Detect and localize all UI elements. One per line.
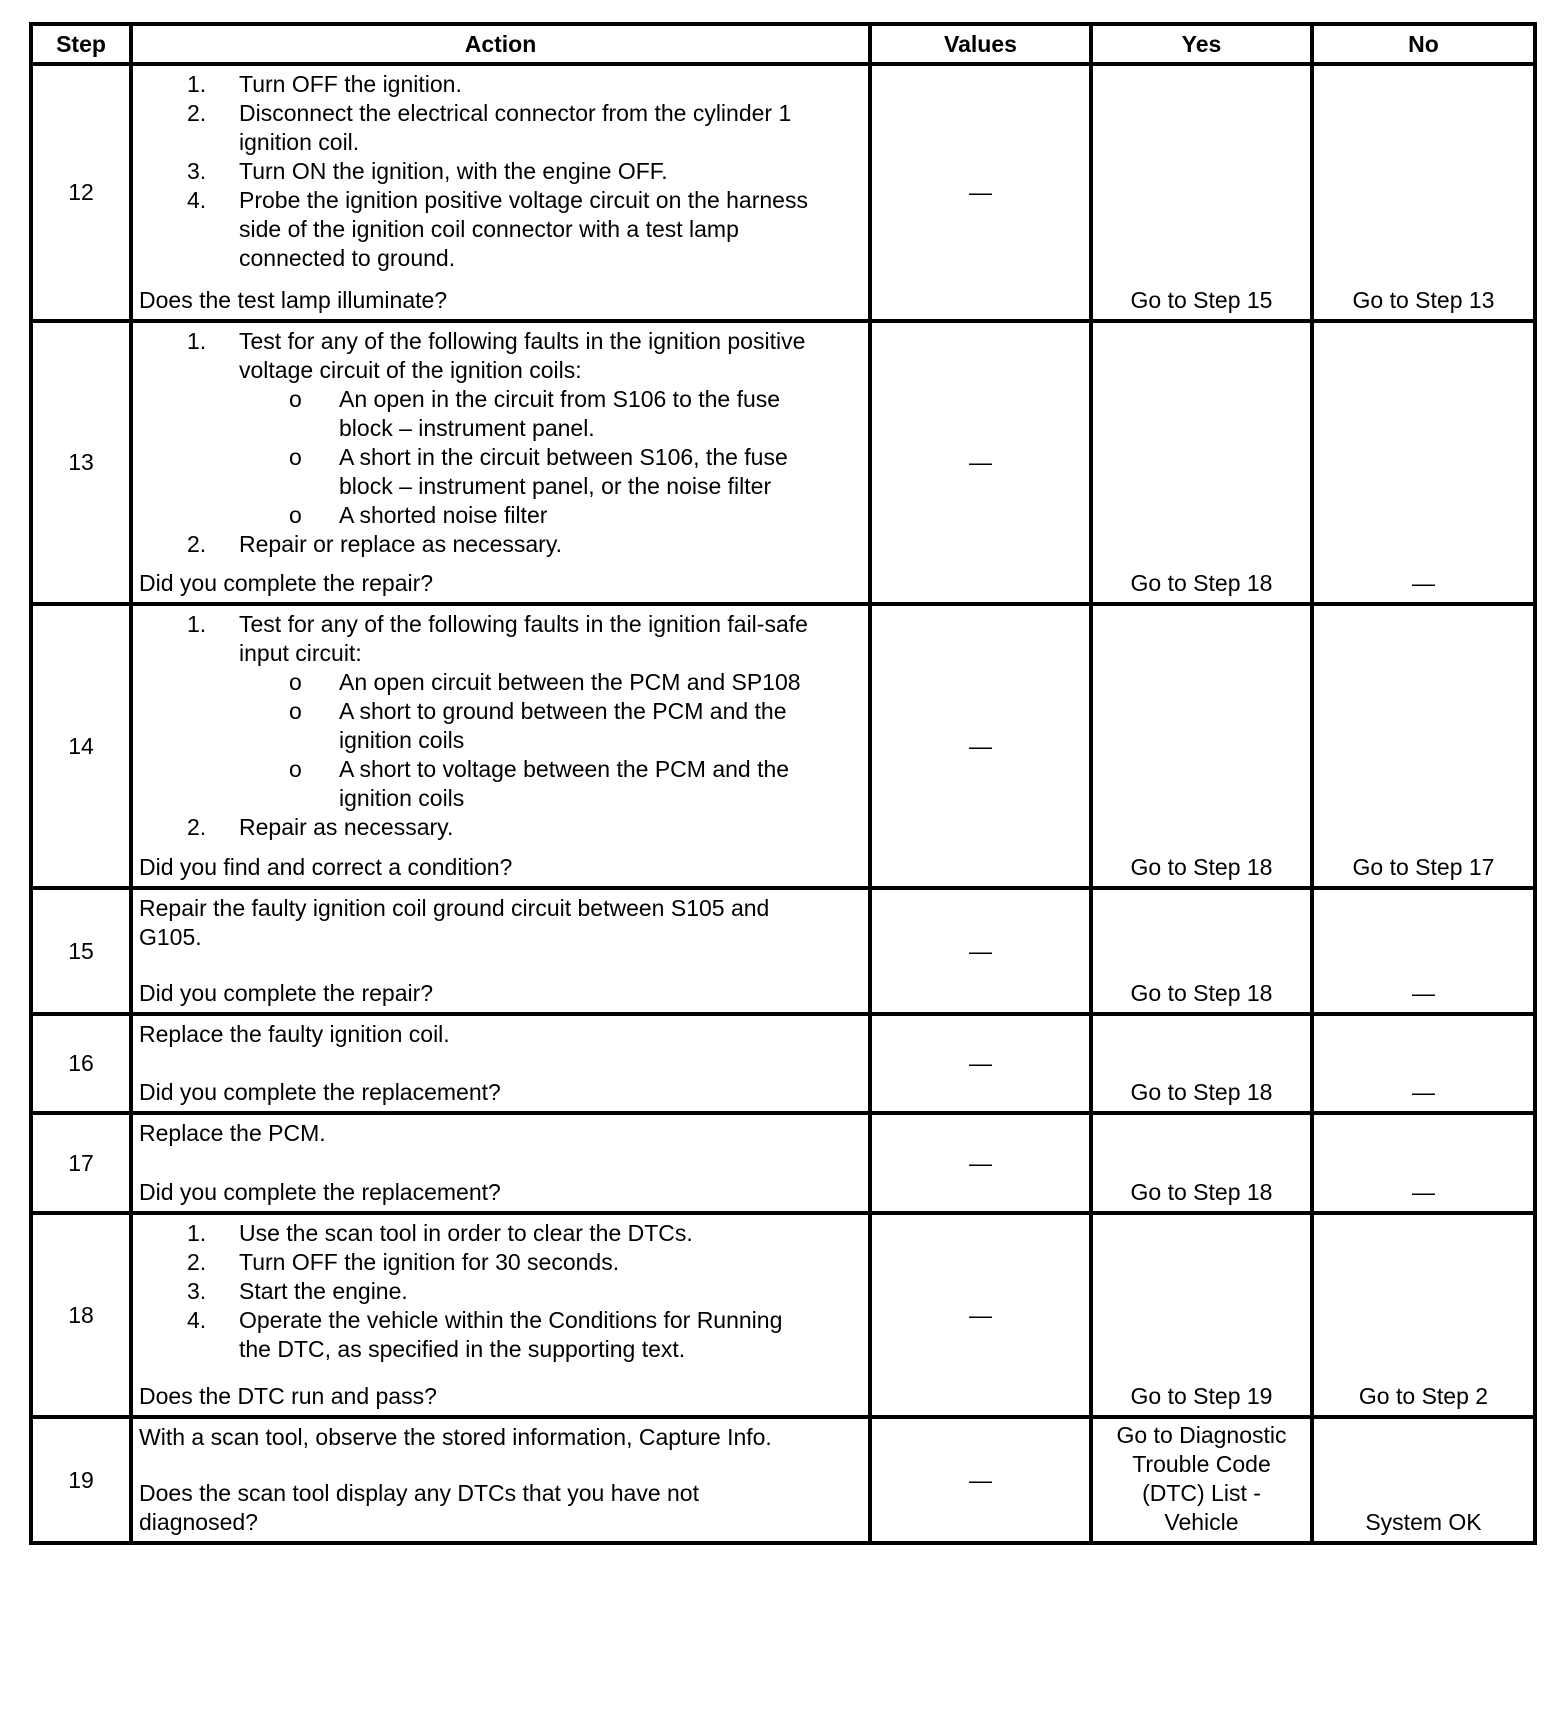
numbered-steps	[139, 327, 862, 559]
values-cell: —	[870, 64, 1091, 321]
action-cell	[131, 1014, 870, 1113]
action-instructions	[139, 1423, 862, 1452]
no-result: Go to Step 2	[1358, 1383, 1489, 1409]
sub-item	[289, 697, 862, 755]
numbered-steps	[139, 1219, 862, 1364]
yes-result: Go to Step 18	[1130, 1079, 1273, 1105]
action-cell	[131, 64, 870, 321]
step-number: 18	[31, 1213, 131, 1417]
no-result: —	[1412, 1179, 1435, 1205]
numbered-step	[187, 186, 862, 273]
numbered-step	[187, 1277, 862, 1306]
no-cell	[1312, 64, 1535, 321]
yes-result: Go to Step 15	[1130, 287, 1273, 313]
sub-item-text: An open in the circuit from S106 to the fuse block – instrument panel.	[339, 386, 781, 441]
action-instructions	[139, 1219, 862, 1364]
no-cell	[1312, 1113, 1535, 1213]
action-content	[133, 66, 868, 319]
header-values: Values	[870, 24, 1091, 64]
no-cell	[1312, 321, 1535, 604]
action-cell	[131, 1417, 870, 1543]
values-cell: —	[870, 1014, 1091, 1113]
step-text: Turn OFF the ignition for 30 seconds.	[239, 1249, 620, 1275]
values-cell: —	[870, 1113, 1091, 1213]
numbered-step	[187, 157, 862, 186]
yes-cell	[1091, 1014, 1312, 1113]
action-cell	[131, 1113, 870, 1213]
step-index: 3.	[187, 1278, 207, 1304]
step-number: 14	[31, 604, 131, 888]
action-question: Did you complete the replacement?	[139, 1079, 501, 1105]
sub-item-text: A short to voltage between the PCM and the ignition coils	[339, 756, 790, 811]
sub-item	[289, 755, 862, 813]
bullet-icon: o	[289, 502, 302, 528]
values-cell: —	[870, 321, 1091, 604]
yes-result: Go to Step 18	[1130, 570, 1273, 596]
numbered-steps	[139, 70, 862, 273]
numbered-step	[187, 1248, 862, 1277]
no-result: —	[1412, 570, 1435, 596]
action-content	[133, 1115, 868, 1211]
step-text: Test for any of the following faults in the ignition positive voltage circuit of the ignition coils:	[239, 328, 806, 383]
step-text: Repair or replace as necessary.	[239, 531, 562, 557]
action-content	[133, 606, 868, 886]
yes-result: Go to Step 19	[1130, 1383, 1273, 1409]
sub-item-text: A shorted noise filter	[339, 502, 548, 528]
yes-cell	[1091, 1113, 1312, 1213]
table-row	[31, 64, 1535, 321]
step-index: 2.	[187, 531, 207, 557]
action-question: Does the DTC run and pass?	[139, 1383, 437, 1409]
action-question: Did you complete the replacement?	[139, 1179, 501, 1205]
header-step: Step	[31, 24, 131, 64]
step-text: Start the engine.	[239, 1278, 408, 1304]
bullet-icon: o	[289, 669, 302, 695]
numbered-step	[187, 99, 862, 157]
header-yes: Yes	[1091, 24, 1312, 64]
action-lead-text: Replace the PCM.	[139, 1120, 326, 1146]
header-no: No	[1312, 24, 1535, 64]
sub-list	[239, 385, 862, 530]
numbered-step	[187, 813, 862, 842]
no-result: —	[1412, 1079, 1435, 1105]
yes-cell	[1091, 64, 1312, 321]
table-row	[31, 1417, 1535, 1543]
action-question: Did you find and correct a condition?	[139, 854, 513, 880]
yes-cell	[1091, 1417, 1312, 1543]
action-instructions	[139, 610, 862, 842]
action-content	[133, 1016, 868, 1111]
numbered-step	[187, 1219, 862, 1248]
sub-item	[289, 668, 862, 697]
values-cell: —	[870, 604, 1091, 888]
yes-cell	[1091, 888, 1312, 1014]
step-text: Operate the vehicle within the Conditions for Running the DTC, as specified in the supporting text.	[239, 1307, 783, 1362]
sub-item-text: A short in the circuit between S106, the fuse block – instrument panel, or the noise filter	[339, 444, 788, 499]
numbered-step	[187, 1306, 862, 1364]
sub-item	[289, 501, 862, 530]
no-result: Go to Step 13	[1352, 287, 1495, 313]
step-number: 12	[31, 64, 131, 321]
action-cell	[131, 321, 870, 604]
values-cell: —	[870, 888, 1091, 1014]
sub-item	[289, 385, 862, 443]
step-index: 2.	[187, 1249, 207, 1275]
no-cell	[1312, 1014, 1535, 1113]
table-row	[31, 1014, 1535, 1113]
action-question: Did you complete the repair?	[139, 570, 434, 596]
bullet-icon: o	[289, 698, 302, 724]
table-row	[31, 604, 1535, 888]
no-cell	[1312, 1213, 1535, 1417]
action-content	[133, 323, 868, 602]
numbered-steps	[139, 610, 862, 842]
step-index: 4.	[187, 1307, 207, 1333]
step-number: 16	[31, 1014, 131, 1113]
action-question: Did you complete the repair?	[139, 980, 434, 1006]
action-content	[133, 1419, 868, 1541]
action-instructions	[139, 327, 862, 559]
action-question: Does the scan tool display any DTCs that you have not diagnosed?	[139, 1480, 699, 1535]
action-content	[133, 890, 868, 1012]
bullet-icon: o	[289, 756, 302, 782]
table-row	[31, 1113, 1535, 1213]
step-text: Probe the ignition positive voltage circuit on the harness side of the ignition coil connector with a test lamp connected to ground.	[239, 187, 808, 271]
step-text: Turn OFF the ignition.	[239, 71, 462, 97]
no-cell	[1312, 604, 1535, 888]
bullet-icon: o	[289, 386, 302, 412]
yes-result: Go to Step 18	[1130, 980, 1273, 1006]
step-text: Repair as necessary.	[239, 814, 454, 840]
no-cell	[1312, 888, 1535, 1014]
step-index: 1.	[187, 611, 207, 637]
action-question: Does the test lamp illuminate?	[139, 287, 448, 313]
action-content	[133, 1215, 868, 1415]
no-result: Go to Step 17	[1352, 854, 1495, 880]
step-index: 1.	[187, 71, 207, 97]
no-cell	[1312, 1417, 1535, 1543]
numbered-step	[187, 610, 862, 813]
numbered-step	[187, 530, 862, 559]
step-index: 2.	[187, 814, 207, 840]
action-lead-text: Replace the faulty ignition coil.	[139, 1021, 450, 1047]
step-number: 19	[31, 1417, 131, 1543]
step-text: Turn ON the ignition, with the engine OFF.	[239, 158, 668, 184]
sub-item-text: A short to ground between the PCM and the ignition coils	[339, 698, 787, 753]
step-index: 2.	[187, 100, 207, 126]
table-row	[31, 888, 1535, 1014]
action-lead-text: Repair the faulty ignition coil ground circuit between S105 and G105.	[139, 895, 770, 950]
action-instructions	[139, 1020, 862, 1049]
header-row	[31, 24, 1535, 64]
header-action: Action	[131, 24, 870, 64]
action-cell	[131, 604, 870, 888]
action-cell	[131, 1213, 870, 1417]
step-text: Use the scan tool in order to clear the DTCs.	[239, 1220, 693, 1246]
table-row	[31, 321, 1535, 604]
step-index: 3.	[187, 158, 207, 184]
bullet-icon: o	[289, 444, 302, 470]
action-cell	[131, 888, 870, 1014]
yes-cell	[1091, 604, 1312, 888]
step-text: Test for any of the following faults in the ignition fail-safe input circuit:	[239, 611, 808, 666]
values-cell: —	[870, 1213, 1091, 1417]
numbered-step	[187, 327, 862, 530]
yes-cell	[1091, 321, 1312, 604]
step-text: Disconnect the electrical connector from the cylinder 1 ignition coil.	[239, 100, 792, 155]
step-index: 4.	[187, 187, 207, 213]
sub-list	[239, 668, 862, 813]
table-row	[31, 1213, 1535, 1417]
yes-result: Go to Step 18	[1130, 1179, 1273, 1205]
step-index: 1.	[187, 1220, 207, 1246]
step-index: 1.	[187, 328, 207, 354]
no-result: System OK	[1365, 1509, 1482, 1535]
step-number: 15	[31, 888, 131, 1014]
diagnostic-table	[29, 22, 1537, 1545]
action-instructions	[139, 1119, 862, 1148]
numbered-step	[187, 70, 862, 99]
no-result: —	[1412, 980, 1435, 1006]
yes-result: Go to Diagnostic Trouble Code (DTC) List - Vehicle	[1116, 1422, 1287, 1535]
values-cell: —	[870, 1417, 1091, 1543]
step-number: 17	[31, 1113, 131, 1213]
action-instructions	[139, 894, 862, 952]
yes-result: Go to Step 18	[1130, 854, 1273, 880]
sub-item	[289, 443, 862, 501]
action-instructions	[139, 70, 862, 273]
sub-item-text: An open circuit between the PCM and SP108	[339, 669, 801, 695]
yes-cell	[1091, 1213, 1312, 1417]
action-lead-text: With a scan tool, observe the stored information, Capture Info.	[139, 1424, 772, 1450]
step-number: 13	[31, 321, 131, 604]
